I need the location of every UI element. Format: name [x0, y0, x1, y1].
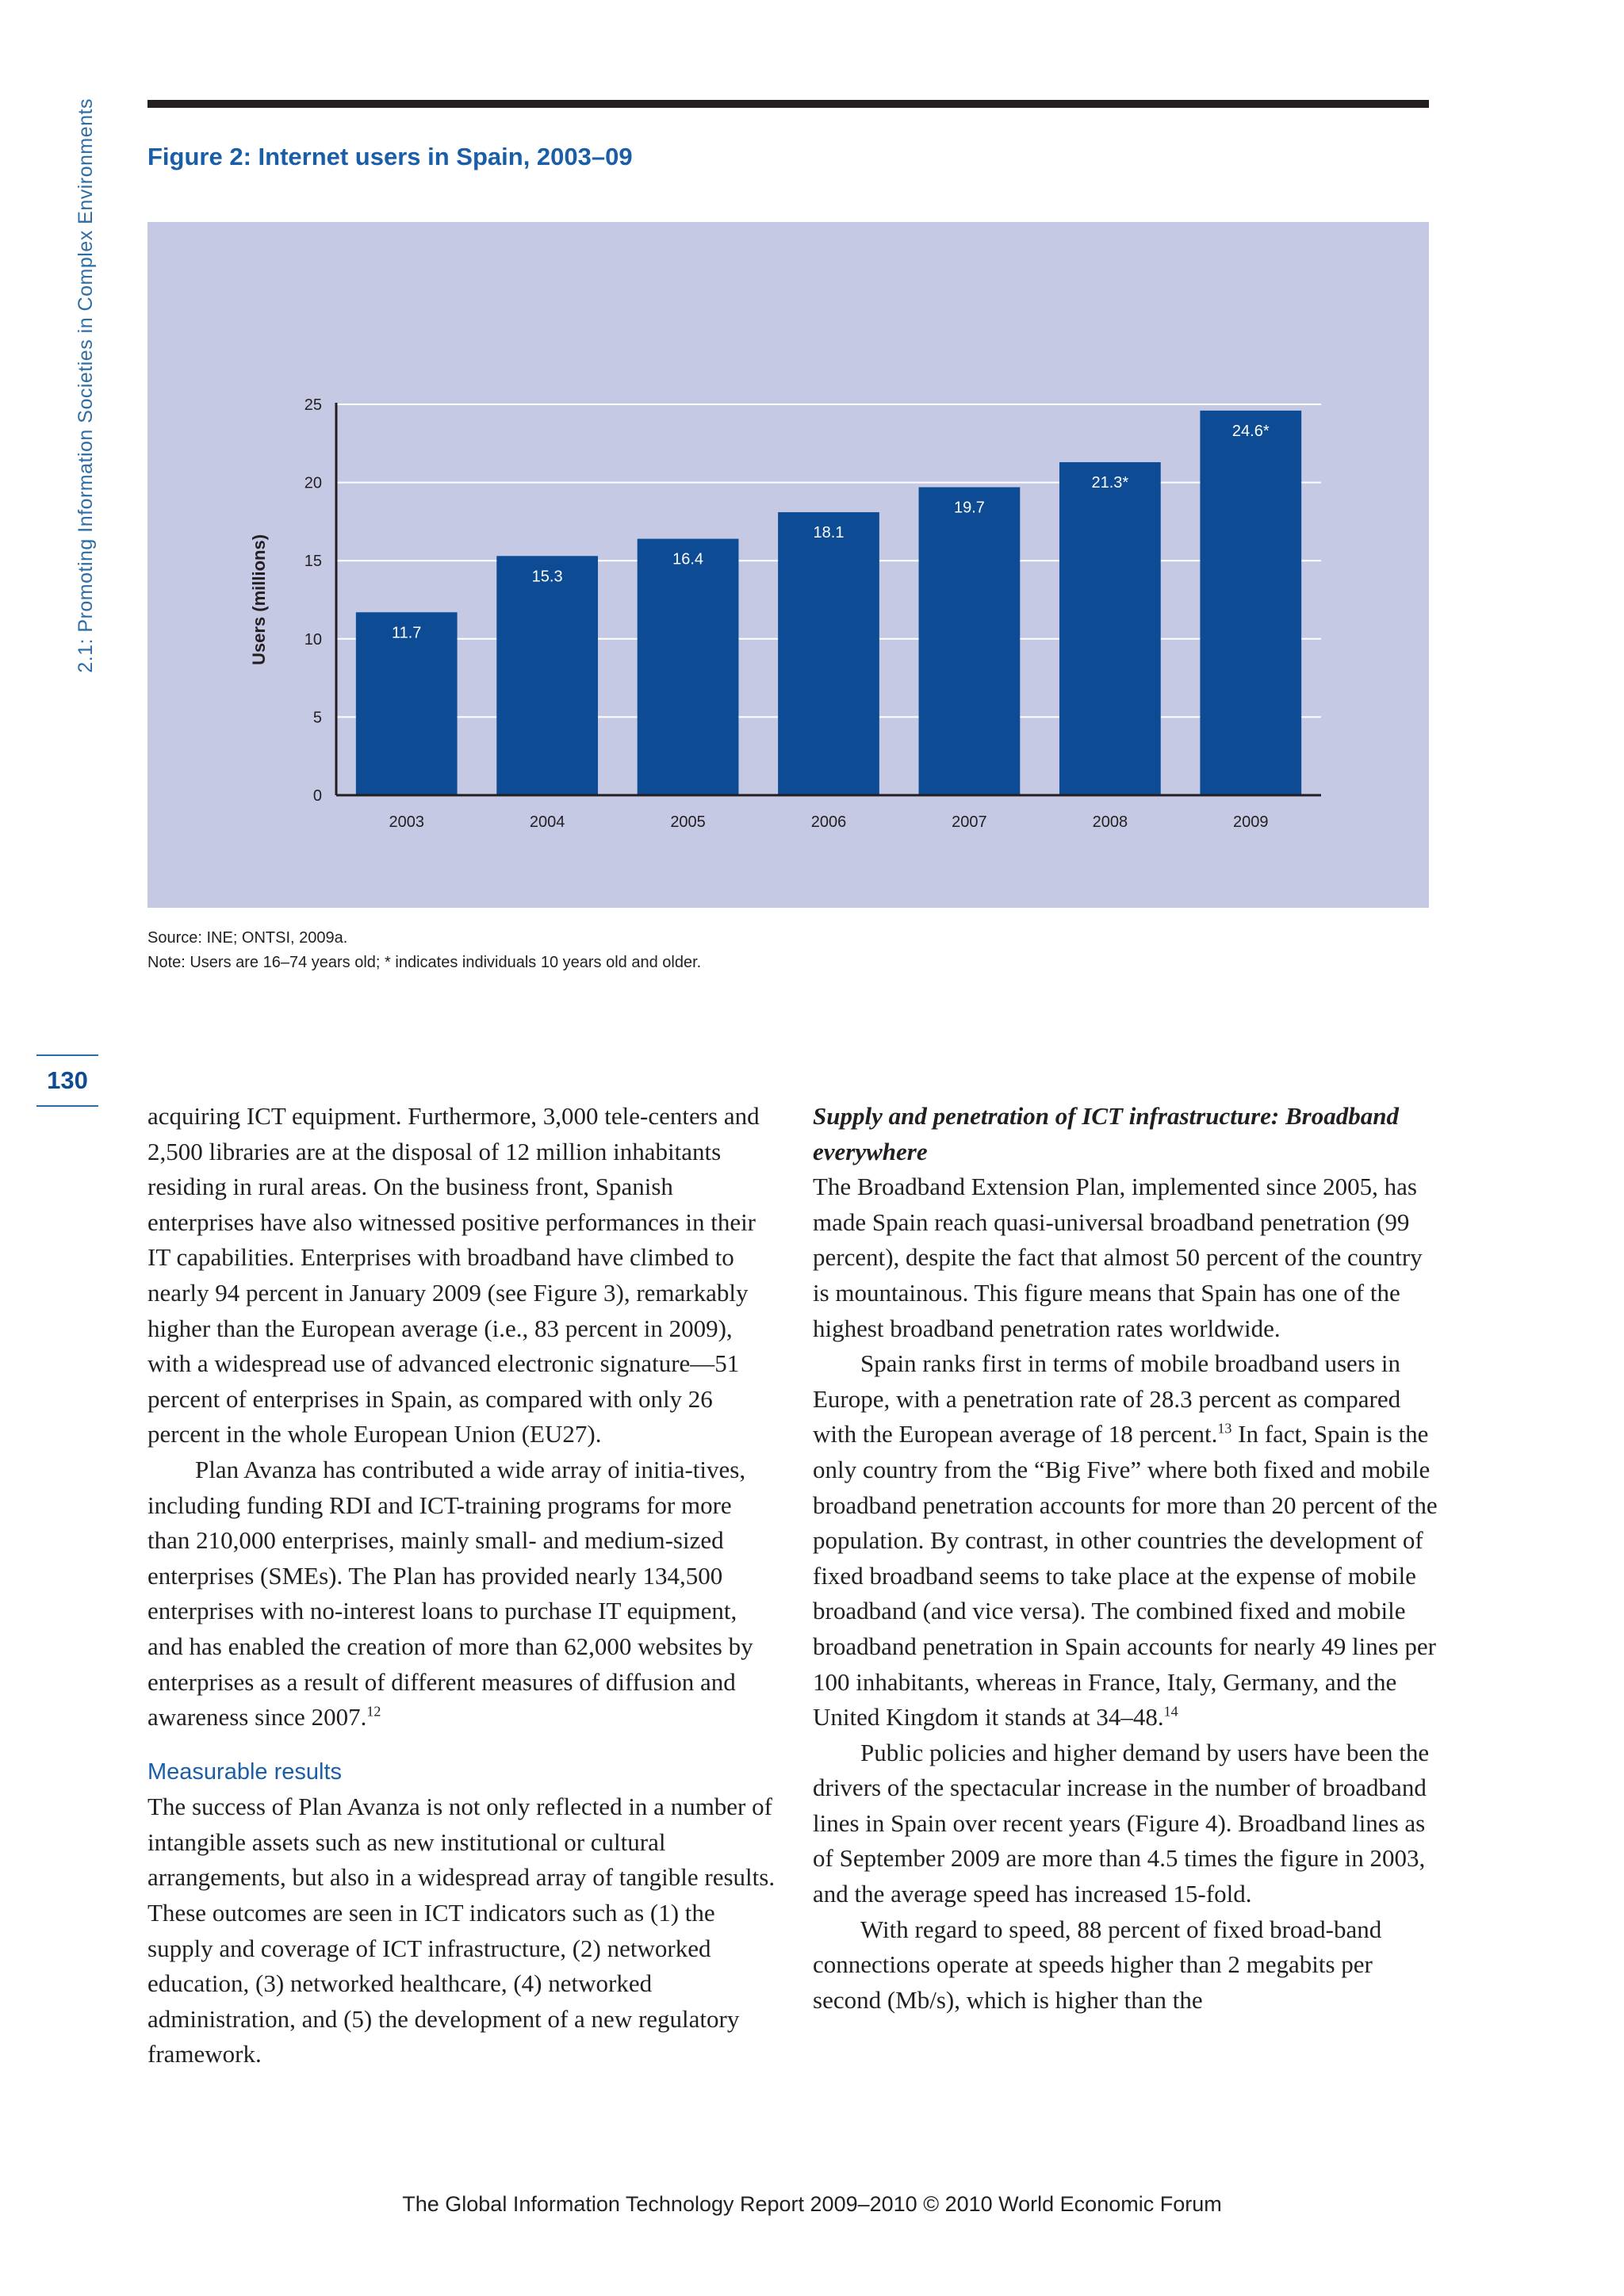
y-tick-label: 20	[304, 474, 322, 492]
paragraph: The success of Plan Avanza is not only reflected in a number of intangible assets such as new institutional or cultural arrangements, but also in a widespread array of tangible results. These outcomes are seen in ICT indicators such as (1) the supply and coverage of ICT infrastructure, (2) networked education, (3) networked healthcare, (4) networked administration, and (5) the development of a new regulatory framework.	[147, 1793, 776, 2068]
x-tick-label: 2007	[952, 813, 987, 831]
section-heading: Measurable results	[147, 1758, 342, 1785]
paragraph-text: Spain ranks first in terms of mobile broadband users in Europe, with a penetration rate of 28.3 percent as compared with the European average of 18 percent.	[813, 1349, 1401, 1448]
paragraph: acquiring ICT equipment. Furthermore, 3,000 tele-centers and 2,500 libraries are at the disposal of 12 million inhabitants residing in rural areas. On the business front, Spanish enterprises have also witnessed positive performances in their IT capabilities. Enterprises with broadband have climbed to nearly 94 percent in January 2009 (see Figure 3), remarkably higher than the European average (i.e., 83 percent in 2009), with a widespread use of advanced electronic signature—51 percent of enterprises in Spain, as compared with only 26 percent in the whole European Union (EU27).	[147, 1102, 760, 1448]
paragraph	[813, 1346, 1441, 1735]
bar-data-label: 18.1	[813, 524, 845, 542]
y-tick-label: 10	[304, 630, 322, 649]
y-axis-title: Users (millions)	[249, 534, 269, 666]
paragraph-text: Plan Avanza has contributed a wide array of initia-tives, including funding RDI and ICT-training programs for more than 210,000 enterprises, mainly small- and medium-sized enterprises (SMEs). The Plan has provided nearly 134,500 enterprises with no-interest loans to purchase IT equipment, and has enabled the creation of more than 62,000 websites by enterprises as a result of different measures of diffusion and awareness since 2007.	[147, 1455, 753, 1732]
y-tick-label: 25	[304, 396, 322, 414]
figure-title: Figure 2: Internet users in Spain, 2003–09	[147, 143, 633, 170]
bar-data-label: 11.7	[391, 624, 422, 642]
figure-notes	[147, 926, 1178, 975]
bar-data-label: 21.3*	[1091, 473, 1129, 492]
bar-data-label: 19.7	[953, 499, 985, 517]
paragraph-text: In fact, Spain is the only country from the “Big Five” where both fixed and mobile broadband penetration accounts for more than 20 percent of the population. By contrast, in other countries the development of fixed broadband seems to take place at the expense of mobile broadband (and vice versa). The combined fixed and mobile broadband penetration in Spain accounts for nearly 49 lines per 100 inhabitants, whereas in France, Italy, Germany, and the United Kingdom it stands at 34–48.	[813, 1420, 1438, 1732]
x-tick-label: 2009	[1233, 813, 1269, 831]
page-number: 130	[36, 1054, 98, 1107]
bar	[1200, 411, 1301, 795]
x-tick-label: 2006	[810, 813, 847, 831]
footnote-ref: 14	[1163, 1703, 1178, 1720]
bar-data-label: 15.3	[531, 568, 563, 586]
bar	[496, 556, 598, 795]
y-tick-label: 5	[312, 709, 322, 727]
footnote-ref: 13	[1217, 1421, 1232, 1437]
bar	[778, 512, 879, 795]
chart-panel	[147, 222, 1429, 908]
bar-chart	[147, 222, 1429, 908]
bar	[1059, 462, 1161, 795]
page-footer: The Global Information Technology Report 2009–2010 © 2010 World Economic Forum	[402, 2192, 1222, 2216]
y-tick-label: 0	[312, 787, 322, 805]
figure-note: Note: Users are 16–74 years old; * indicates individuals 10 years old and older.	[147, 954, 702, 971]
footnote-ref: 12	[366, 1703, 381, 1720]
paragraph	[147, 1452, 776, 1735]
figure-source: Source: INE; ONTSI, 2009a.	[147, 929, 348, 947]
paragraph: Public policies and higher demand by users have been the drivers of the spectacular increase in the number of broadband lines in Spain over recent years (Figure 4). Broadband lines as of September 2009 are more than 4.5 times the figure in 2003, and the average speed has increased 15-fold.	[813, 1738, 1430, 1908]
bar-data-label: 16.4	[672, 550, 704, 568]
paragraph: The Broadband Extension Plan, implemented since 2005, has made Spain reach quasi-universal broadband penetration (99 percent), despite the fact that almost 50 percent of the country is mountainous. This figure means that Spain has one of the highest broadband penetration rates worldwide.	[813, 1173, 1423, 1342]
bar	[919, 488, 1021, 795]
left-column	[147, 1099, 776, 2072]
subsection-heading: Supply and penetration of ICT infrastructure: Broadband everywhere	[813, 1102, 1399, 1165]
y-tick-label: 15	[304, 553, 322, 571]
x-tick-label: 2003	[389, 813, 424, 831]
figure-top-rule	[147, 100, 1429, 108]
bar	[638, 539, 739, 795]
bar-data-label: 24.6*	[1231, 422, 1270, 440]
right-column	[813, 1099, 1441, 2018]
x-tick-label: 2005	[670, 813, 706, 831]
x-tick-label: 2008	[1092, 813, 1128, 831]
running-section-label: 2.1: Promoting Information Societies in Complex Environments	[75, 98, 97, 673]
x-tick-label: 2004	[529, 813, 565, 831]
paragraph: With regard to speed, 88 percent of fixed broad-band connections operate at speeds higher than 2 megabits per second (Mb/s), which is higher than the	[813, 1915, 1382, 2014]
